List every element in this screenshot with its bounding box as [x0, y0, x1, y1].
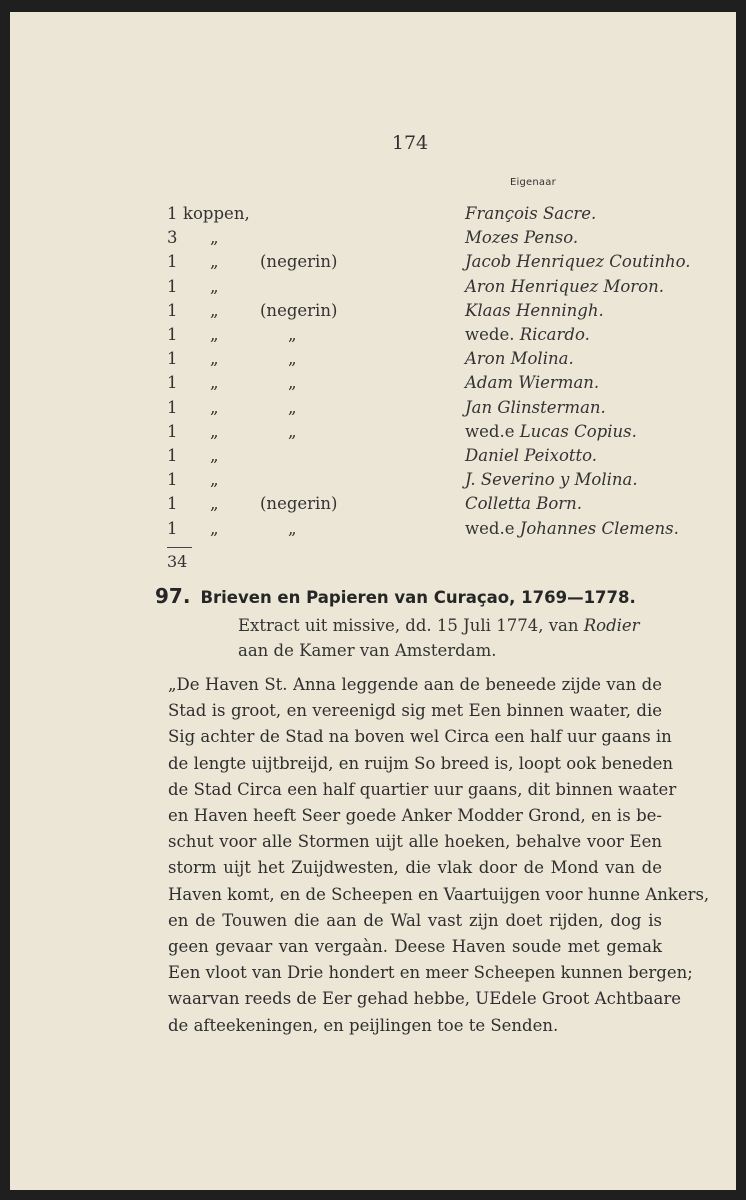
row-count: 3: [167, 228, 178, 248]
owner-name: Lucas Copius.: [519, 421, 637, 441]
owner-name: Adam Wierman.: [465, 373, 600, 393]
row-count: 1: [167, 373, 178, 393]
row-owner: [465, 252, 691, 271]
row-owner: [465, 422, 637, 441]
row-kind: „: [210, 300, 219, 320]
row-owner: [465, 470, 638, 489]
table-row: [10, 373, 736, 397]
row-count: 1: [167, 446, 178, 465]
row-kind: „: [210, 325, 219, 344]
row-kind: „: [210, 494, 219, 514]
text-line: de afteekeningen, en peijlingen toe te Senden.: [168, 1015, 559, 1035]
row-kind: „: [210, 373, 219, 393]
row-owner: [465, 277, 664, 296]
row-note: (negerin): [260, 494, 338, 514]
table-row: [10, 301, 736, 325]
row-count: 1: [167, 252, 178, 272]
text-line: storm uijt het Zuijdwesten, die vlak door de Mond van de: [168, 858, 662, 878]
owner-name: Aron Molina.: [465, 349, 574, 369]
row-owner: [465, 373, 599, 392]
page-number: 174: [391, 132, 429, 154]
row-owner: [465, 349, 574, 368]
row-kind: „: [210, 397, 219, 417]
row-owner: [465, 301, 604, 320]
subtitle-author: Rodier: [583, 616, 640, 635]
row-kind: „: [210, 518, 219, 538]
row-owner: [465, 325, 590, 344]
row-count: 1: [167, 276, 178, 296]
table-row: [10, 470, 736, 494]
table-row: [10, 277, 736, 301]
row-note: „: [288, 421, 297, 441]
row-count: 1: [167, 325, 178, 344]
section-subtitle-line2: aan de Kamer van Amsterdam.: [238, 641, 497, 660]
text-line: Sig achter de Stad na boven wel Circa een half uur gaans in: [168, 727, 672, 747]
row-owner: [465, 494, 582, 513]
text-line: „De Haven St. Anna leggende aan de beneede zijde van de: [168, 675, 662, 694]
table-row: [10, 252, 736, 276]
row-count: 1: [167, 204, 178, 223]
owner-name: Johannes Clemens.: [519, 518, 679, 538]
table-row: [10, 349, 736, 373]
text-line: de lengte uijtbreijd, en ruijm So breed is, loopt ook beneden: [168, 753, 674, 773]
owner-column-header: Eigenaar: [510, 177, 556, 188]
row-count: 1: [167, 349, 178, 369]
row-owner: [465, 398, 606, 417]
text-line: de Stad Circa een half quartier uur gaans, dit binnen waater: [168, 779, 677, 799]
row-count: 1: [167, 397, 178, 417]
row-note: „: [288, 325, 297, 344]
row-kind: „: [210, 421, 219, 441]
row-count: 1: [167, 421, 178, 441]
row-count: 1: [167, 518, 178, 538]
row-note: (negerin): [260, 300, 338, 320]
row-kind: „: [210, 446, 219, 465]
sum-rule: [167, 547, 192, 548]
table-row: [10, 494, 736, 518]
row-owner: [465, 204, 596, 223]
owner-prefix: wede.: [465, 325, 520, 344]
row-kind: „: [210, 252, 219, 272]
row-kind: koppen,: [183, 204, 250, 223]
owner-name: Ricardo.: [519, 325, 590, 344]
row-owner: [465, 228, 578, 247]
section-number: 97.: [155, 584, 191, 608]
text-line: waarvan reeds de Eer gehad hebbe, UEdele Groot Achtbaare: [168, 989, 681, 1009]
row-note: „: [288, 373, 297, 393]
row-count: 1: [167, 470, 178, 490]
row-note: „: [288, 518, 297, 538]
owner-name: Mozes Penso.: [465, 228, 579, 248]
row-note: „: [288, 397, 297, 417]
row-kind: „: [210, 228, 219, 248]
subtitle-text: Extract uit missive, dd. 15 Juli 1774, van: [238, 616, 584, 635]
owner-name: Colletta Born.: [465, 494, 583, 514]
owner-name: François Sacre.: [465, 204, 597, 223]
text-line: schut voor alle Stormen uijt alle hoeken, behalve voor Een: [168, 832, 662, 852]
table-row: [10, 325, 736, 349]
owner-name: J. Severino y Molina.: [465, 470, 638, 490]
row-owner: [465, 446, 597, 465]
section-title: Brieven en Papieren van Curaçao, 1769—1778.: [200, 588, 636, 607]
row-count: 1: [167, 300, 178, 320]
table-row: [10, 228, 736, 252]
table-row: [10, 204, 736, 228]
text-line: geen gevaar van vergaàn. Deese Haven soude met gemak: [168, 937, 662, 957]
text-line: Haven komt, en de Scheepen en Vaartuijgen voor hunne Ankers,: [168, 884, 710, 904]
text-line: en de Touwen die aan de Wal vast zijn doet rijden, dog is: [168, 910, 662, 930]
row-count: 1: [167, 494, 178, 514]
section-heading: [155, 584, 636, 608]
row-owner: [465, 519, 679, 538]
table-row: [10, 422, 736, 446]
owner-name: Aron Henriquez Moron.: [465, 276, 664, 296]
table-row: [10, 446, 736, 470]
text-line: en Haven heeft Seer goede Anker Modder Grond, en is be-: [168, 806, 662, 826]
row-note: „: [288, 349, 297, 369]
owner-name: Jacob Henriquez Coutinho.: [465, 252, 691, 272]
row-kind: „: [210, 349, 219, 369]
owner-name: Jan Glinsterman.: [465, 397, 606, 417]
owner-name: Daniel Peixotto.: [465, 446, 598, 465]
row-kind: „: [210, 470, 219, 490]
section-subtitle-line1: [238, 616, 640, 635]
row-kind: „: [210, 276, 219, 296]
text-line: Een vloot van Drie hondert en meer Scheepen kunnen bergen;: [168, 963, 693, 983]
owner-prefix: wed.e: [465, 421, 520, 441]
table-total: 34: [167, 552, 188, 571]
owner-prefix: wed.e: [465, 518, 520, 538]
owner-name: Klaas Henningh.: [465, 300, 604, 320]
row-note: (negerin): [260, 252, 338, 272]
table-row: [10, 398, 736, 422]
book-page: [10, 12, 736, 1190]
table-row: [10, 519, 736, 543]
text-line: Stad is groot, en vereenigd sig met Een binnen waater, die: [168, 701, 662, 721]
letter-text: [168, 672, 710, 1039]
